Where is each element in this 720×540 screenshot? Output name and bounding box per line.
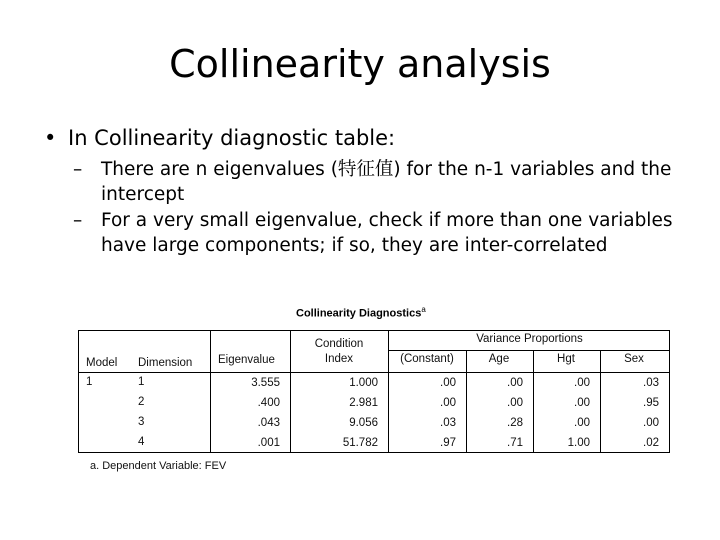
table-bottom-rule (78, 452, 670, 453)
subbullet-text: For a very small eigenvalue, check if more than one variables have large components; if so, they are inter-correlated (101, 210, 673, 256)
hgt-cell: .00 (574, 417, 590, 429)
constant-cell: .00 (440, 397, 456, 409)
constant-cell: .03 (440, 417, 456, 429)
sex-cell: .00 (643, 417, 659, 429)
header-age: Age (488, 353, 510, 365)
table-footnote: a. Dependent Variable: FEV (90, 460, 227, 472)
age-cell: .28 (507, 417, 523, 429)
dimension-cell: 3 (138, 416, 145, 428)
table-left-border (78, 330, 79, 453)
dimension-cell: 1 (138, 376, 145, 388)
age-cell: .71 (507, 437, 523, 449)
subbullet-text: There are n eigenvalues (特征值) for the n-1 variables and the intercept (101, 159, 672, 205)
condition-index-cell: 9.056 (349, 417, 378, 429)
table-title-superscript: a (421, 305, 426, 314)
eigenvalue-cell: 3.555 (251, 377, 280, 389)
eigenvalue-cell: .043 (257, 417, 280, 429)
bullet-list (44, 123, 704, 258)
constant-cell: .97 (440, 437, 456, 449)
bullet-text: In Collinearity diagnostic table: (68, 126, 396, 150)
header-variance-proportions: Variance Proportions (476, 333, 583, 345)
eigenvalue-cell: .001 (257, 437, 280, 449)
condition-index-cell: 2.981 (349, 397, 378, 409)
dash-icon: – (73, 210, 83, 231)
group-header-rule (388, 350, 670, 351)
subbullet-item (44, 208, 704, 258)
bullet-dot-icon: • (44, 126, 57, 150)
dash-icon: – (73, 159, 83, 180)
sex-cell: .02 (643, 437, 659, 449)
header-dimension: Dimension (138, 357, 193, 369)
model-value: 1 (86, 376, 93, 388)
header-constant: (Constant) (400, 353, 454, 365)
table-title-text: Collinearity Diagnostics (296, 307, 422, 320)
header-bottom-rule (78, 372, 670, 373)
table-top-rule (78, 330, 670, 331)
sex-cell: .95 (643, 397, 659, 409)
dimension-cell: 2 (138, 396, 145, 408)
stub-divider (210, 330, 211, 453)
bullet-item (44, 123, 704, 153)
hgt-cell: .00 (574, 377, 590, 389)
header-condition-index-line2: Index (324, 353, 354, 365)
header-condition-index-line1: Condition (314, 338, 364, 350)
table-title (296, 305, 426, 320)
eigenvalue-cell: .400 (257, 397, 280, 409)
header-sex: Sex (624, 353, 644, 365)
header-eigenvalue: Eigenvalue (218, 354, 275, 366)
slide-title: Collinearity analysis (169, 42, 551, 86)
col-divider (290, 330, 291, 453)
sex-cell: .03 (643, 377, 659, 389)
table-right-border (669, 330, 670, 453)
hgt-cell: .00 (574, 397, 590, 409)
age-cell: .00 (507, 377, 523, 389)
header-hgt: Hgt (557, 353, 575, 365)
header-model: Model (86, 357, 118, 369)
subbullet-item (44, 157, 704, 207)
hgt-cell: 1.00 (567, 437, 590, 449)
constant-cell: .00 (440, 377, 456, 389)
condition-index-cell: 1.000 (349, 377, 378, 389)
col-divider (388, 330, 389, 453)
condition-index-cell: 51.782 (342, 437, 378, 449)
dimension-cell: 4 (138, 436, 145, 448)
age-cell: .00 (507, 397, 523, 409)
